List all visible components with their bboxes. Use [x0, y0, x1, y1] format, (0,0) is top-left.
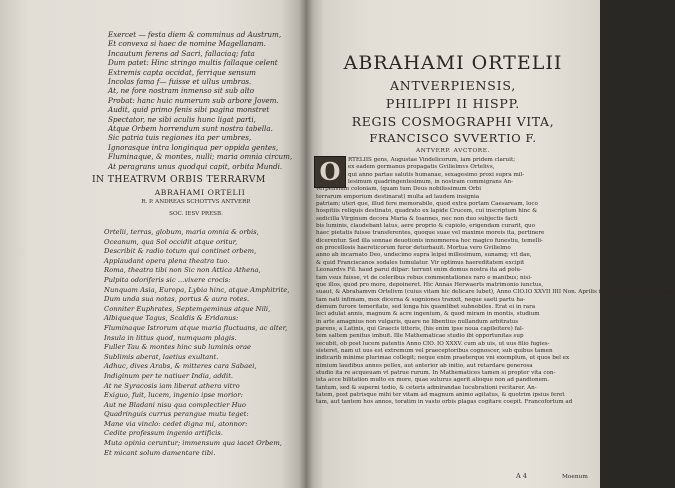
- left-byline-2: SOC. IESV PRESB.: [169, 211, 223, 217]
- body-line: sisteret, nam ut uus est extremum vel praeceptoribus cognoscer, sub quibus tamen: [316, 347, 553, 354]
- body-line: ex eadem germanus propagatis Gvilielmvs Ortelivs,: [348, 164, 495, 171]
- body-line: anno ab incarnato Deo, undecimo supra leipsi millesimum, sunamq; vit dae,: [316, 252, 532, 259]
- poem-line: Insula in littus quod, numquam plagis.: [104, 333, 237, 342]
- poem-line: Applaudant opera plena theatra tuo.: [104, 256, 230, 265]
- epigram-line: Fluminaque, & montes, nulli; maria omnia circum,: [108, 152, 293, 162]
- title-line-2: ANTVERPIENSIS,: [389, 78, 517, 93]
- epigram-line: At peragrans unus quodqui capit, orbita Mundi.: [108, 161, 283, 171]
- poem-line: Roma, theatra tibi non Sic non Attica Athena,: [104, 266, 261, 275]
- body-line: verpensium coloniam, (quam tum Deus nobilissimum Orbi: [316, 186, 482, 193]
- body-line: dicerentur. Sed illa sonnae deuotionis innomnerea hoc magico funestiu, temelli-: [316, 237, 543, 244]
- poem-line: Quadringuis currus perangue mutu teget:: [104, 410, 249, 419]
- epigram-line: Exercet — festa diem & comminus ad Austrum,: [108, 30, 282, 39]
- poem-line: Albiqueque Tagus, Scaldis & Eridanus:: [104, 314, 239, 323]
- body-line: suaut, & Abrahamvm Ortelivm (cuius vitam hic delicare lubet), Anno CIO.IO XXVII IIII Non. Aprilis in lucem extulit, qui in illa-: [316, 289, 675, 296]
- epigram-line: Sic patria tuis regiones ita per umbres,: [108, 133, 252, 143]
- poem-line: Nunquam Asia, Europa, Lybia hinc, atque Amphitrite,: [104, 285, 290, 294]
- poem-line: Oceanum, qua Sol occidit atque oritur,: [104, 237, 238, 246]
- body-line: que illos, quod pro more, depoineret. Hic Annas Herwaerts matrimonio iunctus,: [316, 281, 544, 288]
- poem-line: Cedite professum ingenio artificis.: [104, 429, 223, 438]
- drop-cap: O: [314, 156, 346, 188]
- body-line: qui anno partae salutis humanae, sexagesimo proxi supra mil-: [348, 171, 525, 178]
- title-line-3: PHILIPPI II HISPP.: [385, 96, 521, 111]
- epigram-line: Incautum ferens ad Sacri, fallaciaq; fata: [108, 48, 255, 58]
- body-line: leci adulat annis, magnum & acre ingenium, & quod miram in montis, studium: [316, 311, 540, 318]
- body-line: ista acce bilitation multo ex more, quae suturus agerit alioque non ad pandionem.: [316, 377, 549, 384]
- body-line: on procellosis haereticorum furor deturbauit. Mortua vero Gvilielmo: [316, 245, 511, 252]
- poem-line: Describit & radio totum qui continet orbem,: [104, 247, 257, 256]
- epigram-line: Incolas fama f— fuisse et ullus umbras.: [108, 77, 252, 87]
- epigram-line: Spectator, ne sibi aculis hunc ligat parti,: [108, 114, 256, 124]
- poem-line: Mane via vinclo: cedet digna mi, atonnor:: [104, 419, 248, 428]
- epigram-line: Extremis capta occidat, ferrique sensum: [108, 67, 256, 77]
- body-line: studio ita re acqueuam vt patrue rurum. In Mathematices tamen si propter vita con-: [316, 369, 556, 376]
- left-heading: IN THEATRVM ORBIS TERRARVM: [92, 174, 266, 185]
- body-line: nimium laudibus annes pellex, aut anterior ab initio, aut retardare generosa: [316, 362, 533, 369]
- page-title: ABRAHAMI ORTELII: [343, 52, 563, 74]
- epigram-line: Audit, quid primo fenis sibi pagina monstret: [108, 105, 270, 115]
- poem-line: Conniter Euphrates, Septemgeminus atque Nili,: [104, 304, 271, 313]
- left-epigram: [108, 30, 298, 171]
- body-line: & quid Franciscanos sodales tumulatur. Vir optimus haereditatem excipit: [316, 259, 525, 266]
- body-line: tatem, post patrisque mihi ter vitam ad magnum animo agitatus, & quotrim ipsius feret: [316, 392, 565, 398]
- title-line-5: FRANCISCO SVVERTIO F.: [369, 131, 537, 145]
- poem-line: At ne Syracosis iam liberat athera vitro: [104, 381, 240, 390]
- body-line: in arte amagnius non vulgaris, quare ne libentius nullandum arbitratus: [316, 318, 519, 325]
- poem-line: Adhuc, dives Arabs, & mitteres cara Sabaei,: [104, 362, 257, 371]
- body-line: sedicilla Virginum decora Maria & Ioannes, nec non duo subjectis facti: [316, 215, 518, 222]
- catchword: Moenum: [562, 474, 588, 480]
- body-line: hospitiis reliquis destinato, quadrato ex lapide Crucem, cui inscriptum hinc &: [316, 208, 538, 215]
- body-line: bis luminis, claudebant latus, aere proprio & cupiolo, erigendam curarit, quo: [316, 223, 536, 230]
- poem-line: Et micant solum damentare tibi.: [104, 448, 216, 457]
- poem-line: Aut ne Bladani nisu qua complectier Huo: [104, 400, 247, 409]
- body-line: indicarib minime plurimae collegit; neque enim praeterque vni exemplum, ut quos bel ex: [316, 355, 570, 362]
- left-poem: [104, 228, 300, 458]
- left-subheading: ABRAHAMI ORTELII: [154, 188, 246, 197]
- body-line: haec pietatis fuisse transferentes, quoque suae vel maxime moreis ita, pertinere: [316, 230, 545, 237]
- body-line: lesimum quadringentesimum, in nostram commigrans An-: [348, 179, 514, 186]
- poem-line: Fuller Tau & montes hinc sub luminis orae: [104, 343, 252, 352]
- title-line-4: REGIS COSMOGRAPHI VITA,: [351, 114, 555, 129]
- poem-line: Sublimis aberat, laetius exultant.: [104, 352, 219, 361]
- poem-line: Exiguo, fuit, lucem, ingenio ipse morior:: [104, 391, 243, 400]
- title-line-6: ANTVERP. AVCTORE.: [415, 148, 491, 154]
- epigram-line: Ignorasque intra longinqua per oppida gentes,: [108, 142, 279, 152]
- body-line: secubit, ob post lucem patentis Anno CIO. IO XXXV. cum ab uis, ut uus filio fugies-: [316, 340, 550, 347]
- epigram-line: At, ne fore nostram inmenso sit sub alto: [108, 86, 255, 96]
- body-line: Leonardvs Fil. haud parui dilpar: terrunt enim domus nostra ita ad polu-: [316, 267, 522, 274]
- body-line: tem saltem penitus imbuit. Ille Mathematicae studio ibi opportunitas sup: [316, 333, 524, 340]
- body-line: terrarum emporium destinarat) multa ad laudem insignia: [316, 193, 480, 200]
- poem-line: Indiginum per te natiuer India, addit.: [104, 371, 234, 380]
- body-line: RTELIIS gens, Augustae Vindelicorum, iam pridem claruit;: [348, 157, 516, 163]
- poem-line: Dum unda sua notas, portus & aura rotes.: [104, 295, 250, 304]
- body-line: tantum, sed & superni tedio, & ceteris admirandae lucubrationi recitarer. An-: [316, 384, 537, 391]
- poem-line: Muta opinia ceruntur; immensum qua iacet Orbem,: [104, 439, 282, 448]
- poem-line: Fluminaque Istrorum atque maria fluctuans, ac alter,: [104, 323, 288, 332]
- signature-mark: A 4: [516, 472, 527, 480]
- body-line: patriam; uteri que, illud fere memorabile, quod extra portam Caesaream, loco: [316, 201, 538, 208]
- poem-line: Ortelii, terras, globum, maria omnia & orbis,: [104, 228, 259, 236]
- body-text: [316, 157, 675, 407]
- body-line: demum furore temeritate, sed longa his quamlibet subnobiles. Erat ei in rara: [316, 303, 536, 310]
- body-line: tam nati infimam, mox dicerna & sugniones tranxit, neque saeti partu ha-: [316, 296, 526, 303]
- left-byline: R. P. ANDREAS SCHOTTVS ANTVERP.: [141, 199, 251, 205]
- epigram-line: Probat: hanc huic numerum sub arbore Jovem.: [108, 95, 279, 105]
- body-line: tam, aut tantem hos annos, toratim in vasto orbis plagas cogitare coepit. Francofortum ad: [316, 399, 573, 406]
- epigram-line: Dum patet: Hinc stringo multis fallaque celent: [108, 58, 278, 68]
- poem-line: Pulpita odoriferis sic ...vixere crocis:: [104, 275, 231, 284]
- body-line: tum vsus fuisse, vt de celeribus rebus commentationes raro e manibus; nisi-: [316, 274, 532, 281]
- epigram-line: Et convexa si haec de nomine Magellanam.: [108, 39, 266, 49]
- epigram-line: Atque Orbem horrendum sunt nostra tabella.: [108, 124, 273, 134]
- body-line: parens, a Latinis, qui Graecis litteris, (his enim ipse noua capileitere) fal-: [316, 325, 524, 332]
